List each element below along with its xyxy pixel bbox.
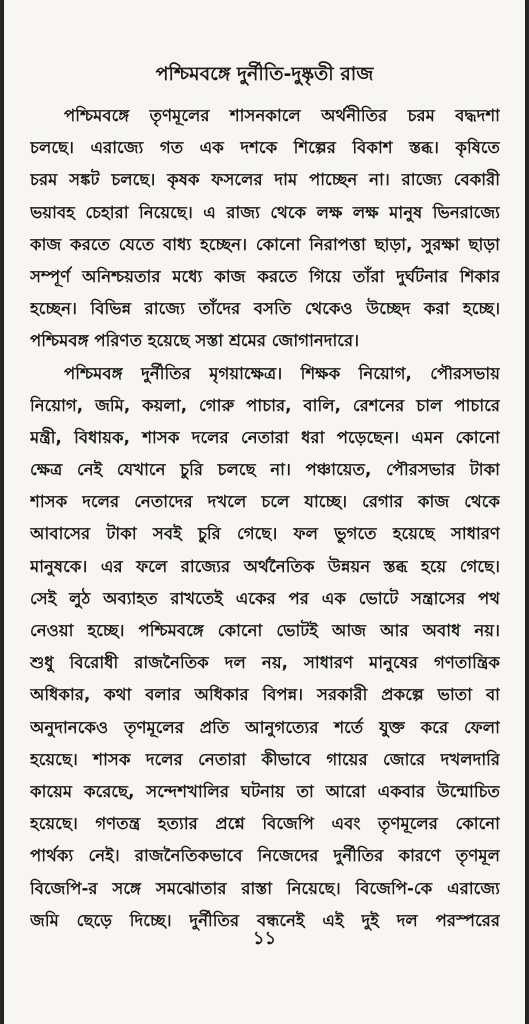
text-line: মানুষকে। এর ফলে রাজ্যের অর্থনৈতিক উন্নয়ন স্তব্ধ হয়ে গেছে। <box>30 556 500 576</box>
text-line: ভয়াবহ চেহারা নিয়েছে। এ রাজ্য থেকে লক্ষ লক্ষ মানুষ ভিনরাজ্যে <box>30 202 500 222</box>
text-line: জমি ছেড়ে দিচ্ছে। দুর্নীতির বন্ধনেই এই দুই দল পরস্পরের <box>30 910 500 930</box>
page-title: পশ্চিমবঙ্গে দুর্নীতি-দুষ্কৃতী রাজ <box>155 63 374 85</box>
text-line: হচ্ছেন। বিভিন্ন রাজ্যে তাঁদের বসতি থেকেও উচ্ছেদ করা হচ্ছে। <box>30 299 500 319</box>
text-line: চরম সঙ্কট চলছে। কৃষক ফসলের দাম পাচ্ছেন না। রাজ্যে বেকারী <box>30 170 500 190</box>
text-line: মন্ত্রী, বিধায়ক, শাসক দলের নেতারা ধরা পড়েছেন। এমন কোনো <box>30 427 500 447</box>
text-line: নিয়োগ, জমি, কয়লা, গোরু পাচার, বালি, রেশনের চাল পাচারে <box>30 395 500 415</box>
text-line: হয়েছে। শাসক দলের নেতারা কীভাবে গায়ের জোরে দখলদারি <box>30 749 500 769</box>
text-line: সম্পূর্ণ অনিশ্চয়তার মধ্যে কাজ করতে গিয়ে তাঁরা দুর্ঘটনার শিকার <box>30 266 500 286</box>
text-line: ক্ষেত্র নেই যেখানে চুরি চলছে না। পঞ্চায়েত, পৌরসভার টাকা <box>30 460 500 480</box>
text-line: কায়েম করেছে, সন্দেশখালির ঘটনায় তা আরো একবার উন্মোচিত <box>30 781 500 801</box>
text-line: শুধু বিরোধী রাজনৈতিক দল নয়, সাধারণ মানুষের গণতান্ত্রিক <box>30 653 500 673</box>
text-line: শাসক দলের নেতাদের দখলে চলে যাচ্ছে। রেগার কাজ থেকে <box>30 492 500 512</box>
text-line: চলছে। এরাজ্যে গত এক দশকে শিল্পের বিকাশ স্তব্ধ। কৃষিতে <box>30 138 500 158</box>
body-text <box>30 100 500 937</box>
page-number: ১১ <box>252 928 277 949</box>
text-line: আবাসের টাকা সবই চুরি গেছে। ফল ভুগতে হয়েছে সাধারণ <box>30 524 500 544</box>
text-line: অনুদানকেও তৃণমূলের প্রতি আনুগত্যের শর্তে যুক্ত করে ফেলা <box>30 717 500 737</box>
text-line: পশ্চিমবঙ্গে তৃণমূলের শাসনকালে অর্থনীতির চরম বদ্ধদশা <box>64 106 500 125</box>
text-line: কাজ করতে যেতে বাধ্য হচ্ছেন। কোনো নিরাপত্তা ছাড়া, সুরক্ষা ছাড়া <box>30 234 500 254</box>
text-line: নেওয়া হচ্ছে। পশ্চিমবঙ্গে কোনো ভোটই আজ আর অবাধ নয়। <box>30 621 500 640</box>
text-line: পশ্চিমবঙ্গ পরিণত হয়েছে সস্তা শ্রমের জোগানদারে। <box>30 331 360 351</box>
text-line: বিজেপি-র সঙ্গে সমঝোতার রাস্তা নিয়েছে। বিজেপি-কে এরাজ্যে <box>30 878 500 898</box>
text-line: সেই লুঠ অব্যাহত রাখতেই একের পর এক ভোটে সন্ত্রাসের পথ <box>30 588 500 608</box>
text-line: হয়েছে। গণতন্ত্র হত্যার প্রশ্নে বিজেপি এবং তৃণমূলের কোনো <box>30 814 500 834</box>
text-line: অধিকার, কথা বলার অধিকার বিপন্ন। সরকারী প্রকল্পে ভাতা বা <box>30 685 500 705</box>
text-line: পশ্চিমবঙ্গ দুর্নীতির মৃগয়াক্ষেত্র। শিক্ষক নিয়োগ, পৌরসভায় <box>64 363 500 383</box>
text-line: পার্থক্য নেই। রাজনৈতিকভাবে নিজেদের দুর্নীতির কারণে তৃণমূল <box>30 846 500 866</box>
document-page <box>4 0 525 1024</box>
